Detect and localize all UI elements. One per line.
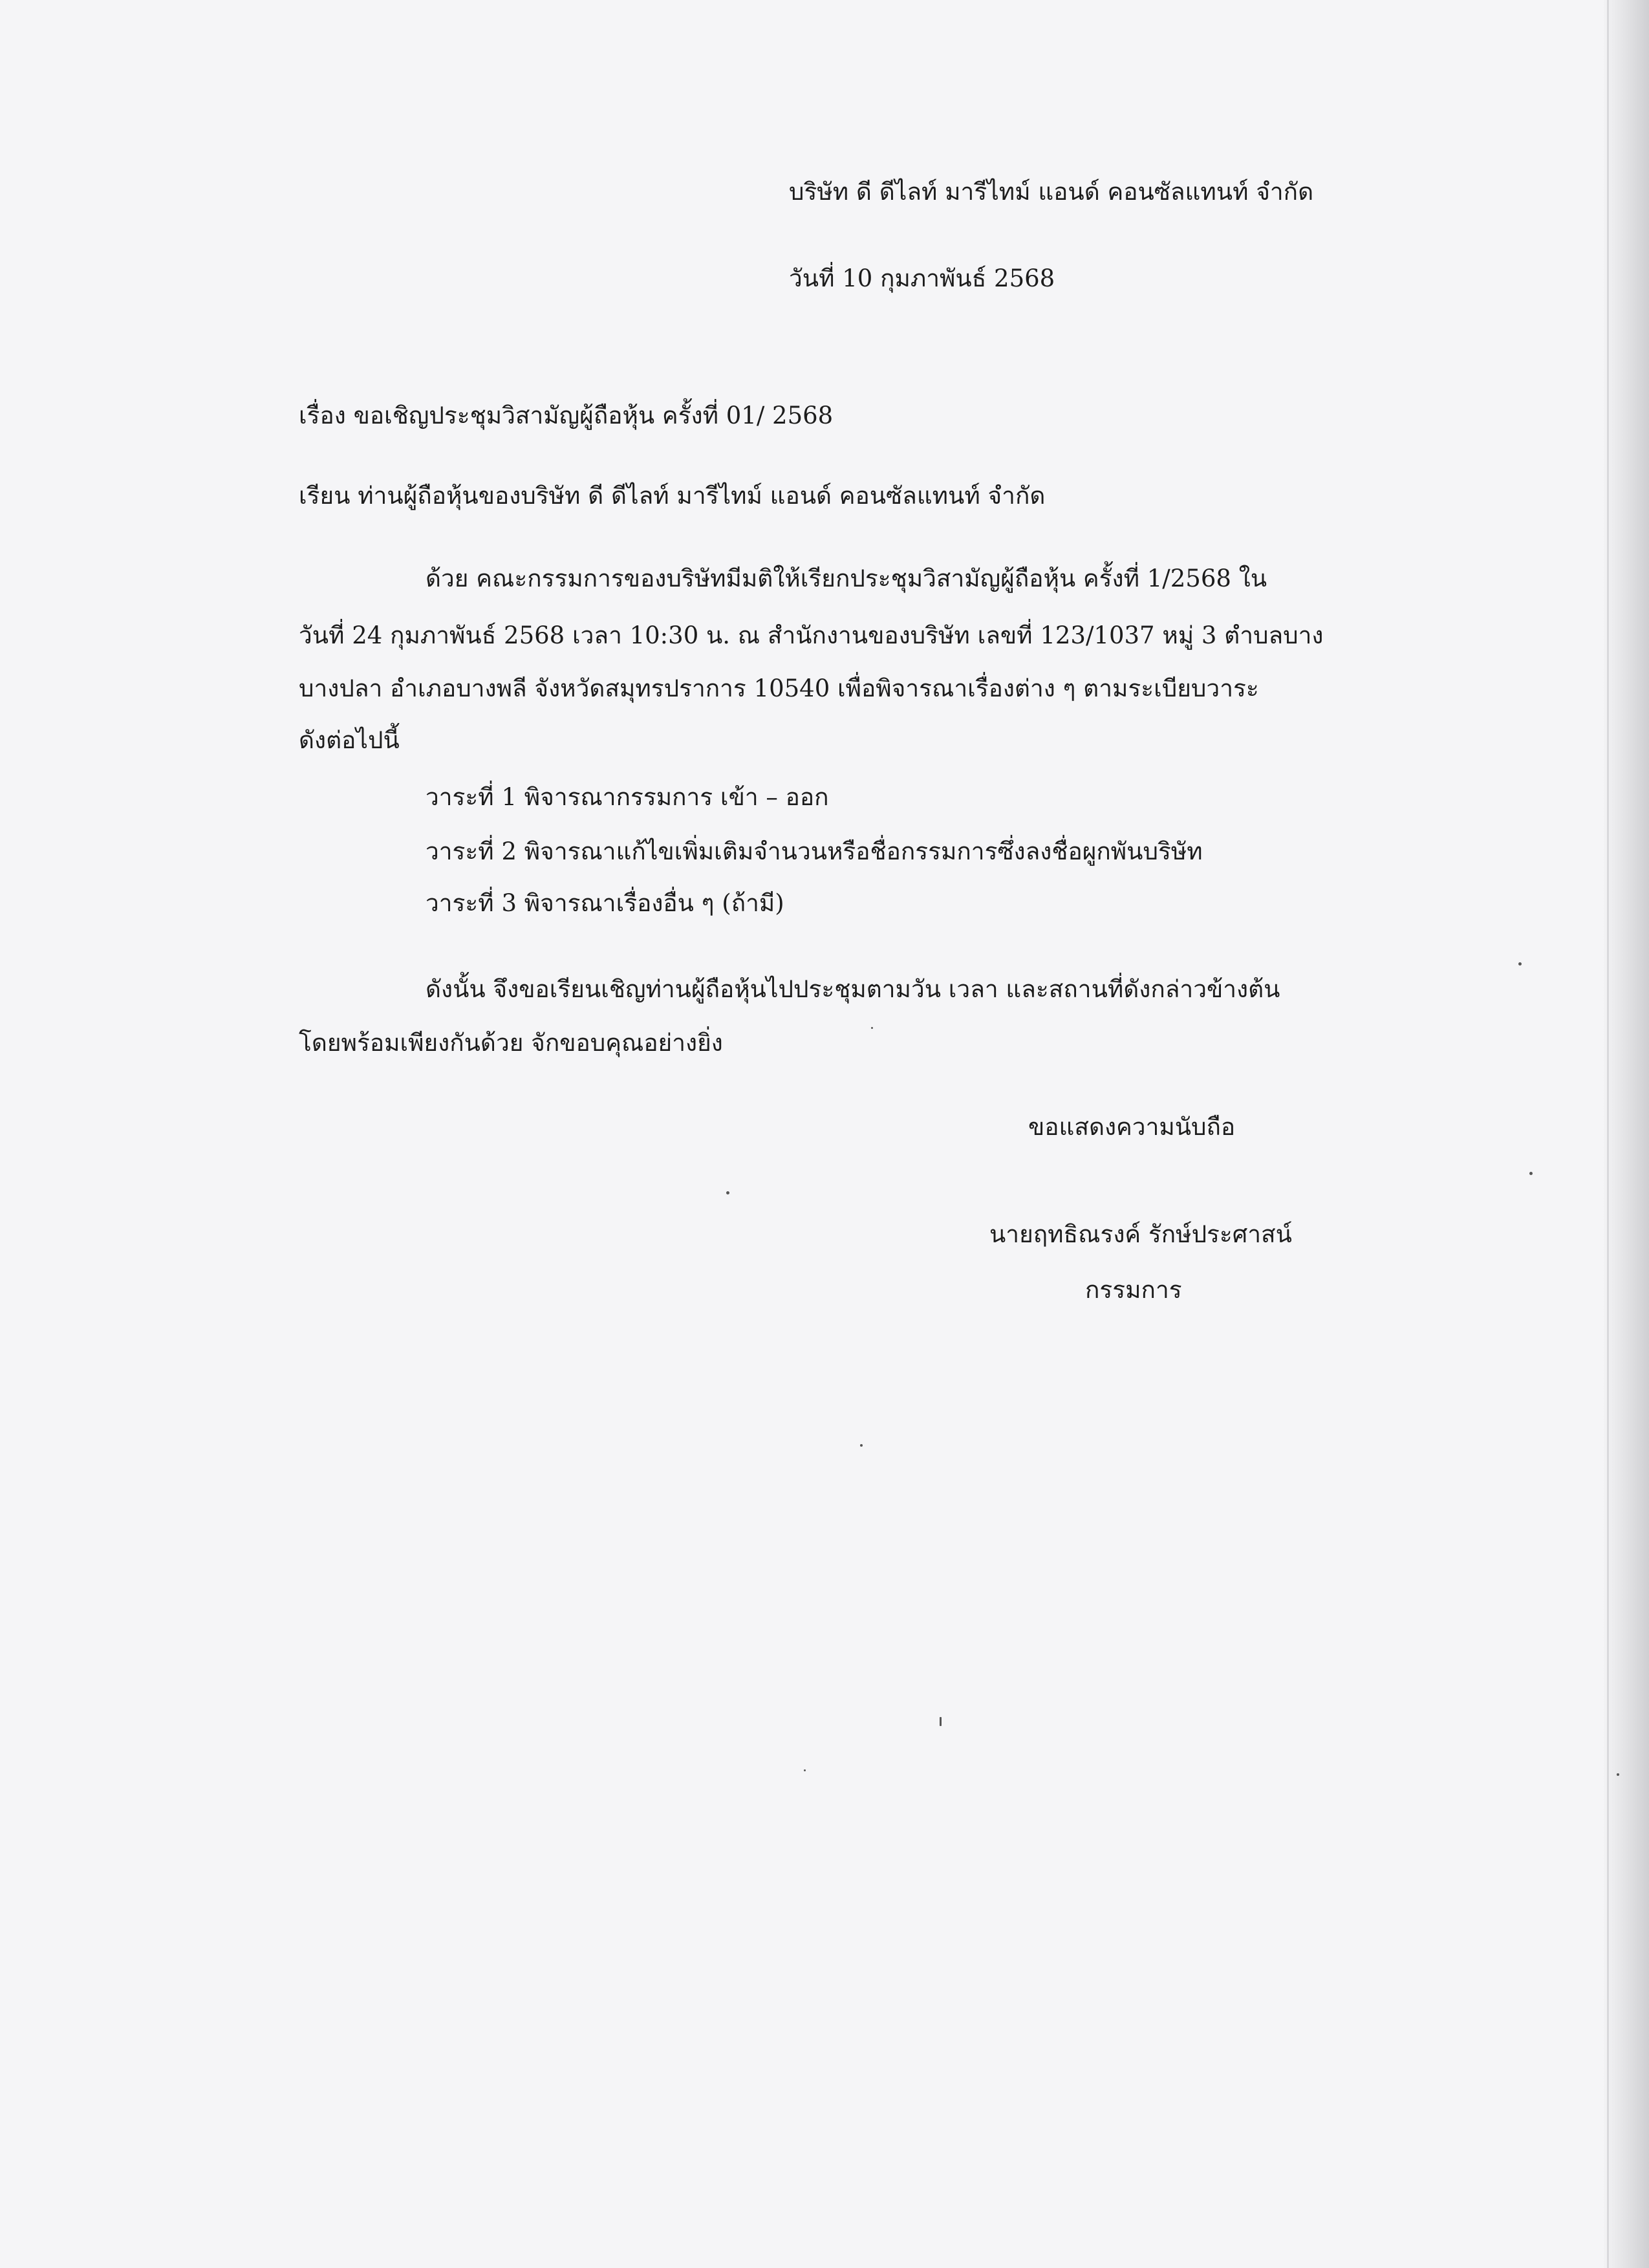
body-line: ด้วย คณะกรรมการของบริษัทมีมติให้เรียกประชุมวิสามัญผู้ถือหุ้น ครั้งที่ 1/2568 ใน	[426, 565, 1267, 592]
scan-speck	[804, 1769, 806, 1771]
scan-speck	[1617, 1773, 1619, 1776]
letter-subject: เรื่อง ขอเชิญประชุมวิสามัญผู้ถือหุ้น ครั้งที่ 01/ 2568	[299, 402, 834, 429]
scan-speck	[1518, 962, 1522, 966]
signature-title: กรรมการ	[1085, 1276, 1182, 1304]
company-name: บริษัท ดี ดีไลท์ มารีไทม์ แอนด์ คอนซัลแทนท์ จำกัด	[789, 178, 1314, 206]
scan-speck	[871, 1027, 873, 1029]
letter-date: วันที่ 10 กุมภาพันธ์ 2568	[789, 265, 1055, 292]
signature-regards: ขอแสดงความนับถือ	[1028, 1113, 1236, 1141]
scan-speck	[940, 1717, 942, 1726]
body-line: วันที่ 24 กุมภาพันธ์ 2568 เวลา 10:30 น. ณ สำนักงานของบริษัท เลขที่ 123/1037 หมู่ 3 ตำบลบาง	[299, 621, 1324, 649]
agenda-item: วาระที่ 3 พิจารณาเรื่องอื่น ๆ (ถ้ามี)	[426, 889, 784, 917]
signature-name: นายฤทธิณรงค์ รักษ์ประศาสน์	[989, 1220, 1292, 1248]
scan-edge-shadow	[1604, 0, 1649, 2268]
scan-speck	[1529, 1172, 1533, 1175]
body-line: บางปลา อำเภอบางพลี จังหวัดสมุทรปราการ 10540 เพื่อพิจารณาเรื่องต่าง ๆ ตามระเบียบวาระ	[299, 675, 1259, 702]
body-line: ดังต่อไปนี้	[299, 726, 400, 754]
closing-line: โดยพร้อมเพียงกันด้วย จักขอบคุณอย่างยิ่ง	[299, 1029, 723, 1057]
scan-speck	[726, 1191, 729, 1194]
scan-edge-line	[1607, 0, 1609, 2268]
closing-line: ดังนั้น จึงขอเรียนเชิญท่านผู้ถือหุ้นไปประชุมตามวัน เวลา และสถานที่ดังกล่าวข้างต้น	[426, 975, 1280, 1003]
scan-speck	[860, 1444, 863, 1447]
agenda-item: วาระที่ 2 พิจารณาแก้ไขเพิ่มเติมจำนวนหรือชื่อกรรมการซึ่งลงชื่อผูกพันบริษัท	[426, 837, 1203, 865]
letter-recipient: เรียน ท่านผู้ถือหุ้นของบริษัท ดี ดีไลท์ มารีไทม์ แอนด์ คอนซัลแทนท์ จำกัด	[299, 482, 1046, 510]
agenda-item: วาระที่ 1 พิจารณากรรมการ เข้า – ออก	[426, 783, 829, 811]
